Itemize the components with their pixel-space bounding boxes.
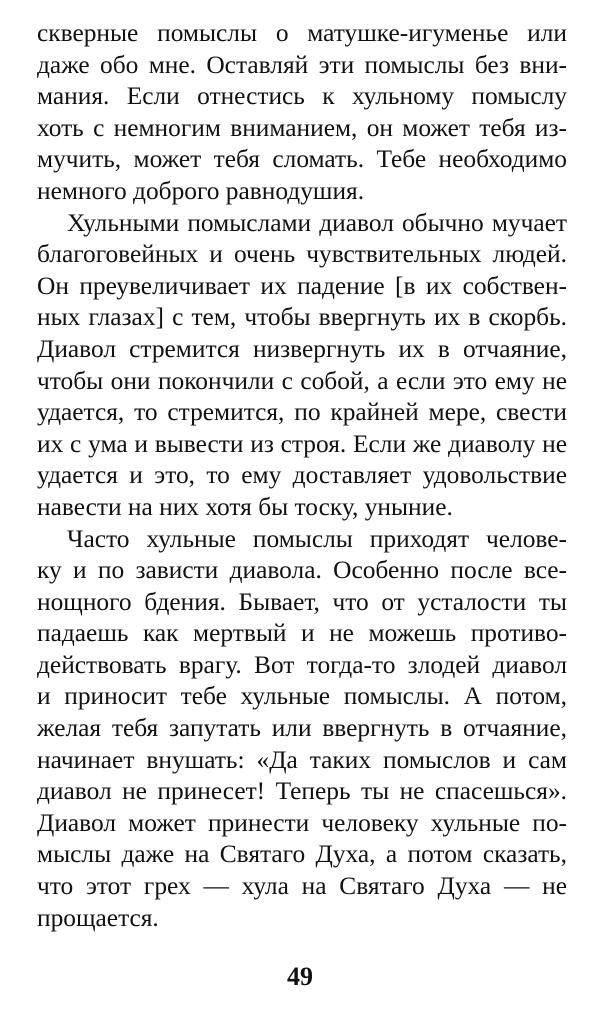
- text-line: удается, то стремится, по крайней мере, свести: [37, 398, 567, 427]
- text-line: нощного бдения. Бывает, что от усталости ты: [37, 587, 567, 616]
- paragraph-3: [37, 524, 567, 935]
- text-line: мыслы даже на Святаго Духа, а потом сказать,: [37, 840, 567, 869]
- text-line: немного доброго равнодушия.: [37, 176, 365, 205]
- text-line: удается и это, то ему доставляет удовольствие: [37, 461, 567, 490]
- text-line: скверные помыслы о матушке-игуменье или: [37, 19, 567, 47]
- text-line: Часто хульные помыслы приходят челове-: [67, 524, 567, 553]
- text-line: навести на них хотя бы тоску, уныние.: [37, 492, 453, 521]
- text-line: мания. Если отнестись к хульному помыслу: [37, 82, 567, 111]
- text-line: чтобы они покончили с собой, а если это ему не: [37, 366, 567, 395]
- text-line: диавол не принесет! Теперь ты не спасешься».: [37, 777, 567, 806]
- text-line: благоговейных и очень чувствительных людей.: [37, 240, 567, 269]
- text-line: их с ума и вывести из строя. Если же диаволу не: [37, 429, 567, 458]
- text-line: ку и по зависти диавола. Особенно после все-: [37, 556, 567, 585]
- text-line: Он преувеличивает их падение [в их собствен-: [37, 271, 567, 300]
- text-line: хоть с немногим вниманием, он может тебя из-: [37, 113, 567, 142]
- text-line: желая тебя запутать или ввергнуть в отчаяние,: [37, 714, 567, 743]
- text-line: прощается.: [37, 903, 159, 932]
- text-line: ных глазах] с тем, чтобы ввергнуть их в скорбь.: [37, 303, 567, 332]
- paragraph-1: [37, 18, 567, 208]
- text-line: мучить, может тебя сломать. Тебе необходимо: [37, 145, 567, 174]
- text-line: и приносит тебе хульные помыслы. А потом,: [37, 682, 567, 711]
- text-line: Диавол может принести человеку хульные по-: [37, 808, 567, 837]
- page-number: 49: [287, 962, 313, 991]
- text-line: Диавол стремится низвергнуть их в отчаяние,: [37, 334, 567, 363]
- text-line: Хульными помыслами диавол обычно мучает: [67, 208, 567, 237]
- text-line: даже обо мне. Оставляй эти помыслы без вни-: [37, 50, 567, 79]
- text-line: что этот грех — хула на Святаго Духа — не: [37, 872, 567, 901]
- text-line: начинает внушать: «Да таких помыслов и сам: [37, 745, 567, 774]
- text-line: падаешь как мертвый и не можешь противо-: [37, 619, 567, 648]
- paragraph-2: [37, 208, 567, 524]
- text-line: действовать врагу. Вот тогда-то злодей диавол: [37, 650, 567, 679]
- body-text: [37, 18, 567, 934]
